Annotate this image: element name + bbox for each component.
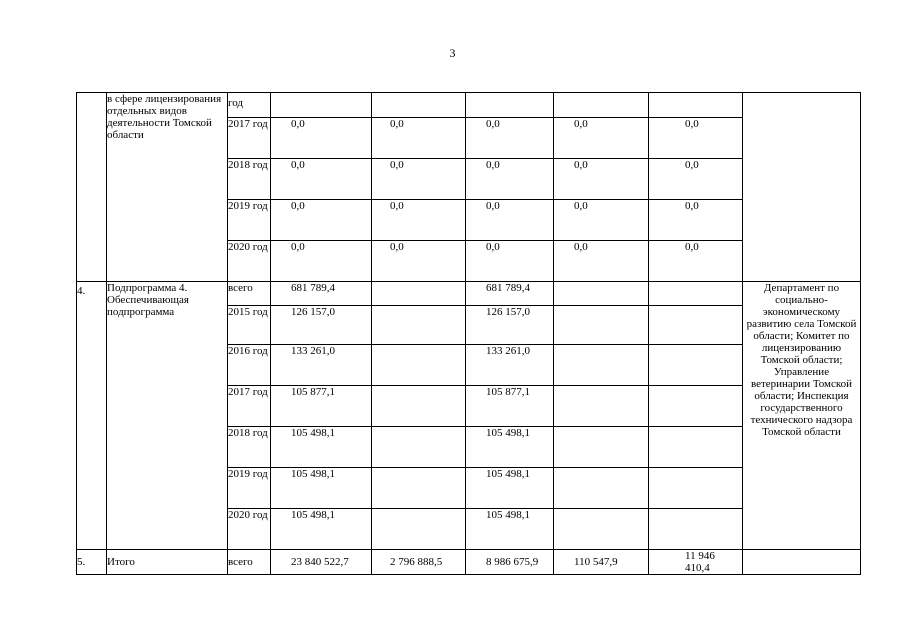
amount-cell: 0,0 (649, 200, 743, 241)
amount-cell (372, 509, 466, 550)
amount-cell (372, 93, 466, 118)
amount-cell: 0,0 (466, 200, 554, 241)
amount-cell (554, 509, 649, 550)
amount-cell: 0,0 (372, 241, 466, 282)
amount-cell: 105 498,1 (271, 427, 372, 468)
amount-cell: 133 261,0 (271, 345, 372, 386)
responsible-cell (743, 550, 861, 575)
program-name-cell: Подпрограмма 4. Обеспечивающая подпрограмма (107, 282, 228, 550)
table-row (77, 93, 861, 118)
period-cell: всего (228, 282, 271, 306)
amount-cell: 105 498,1 (271, 468, 372, 509)
amount-cell (271, 93, 372, 118)
amount-cell: 110 547,9 (554, 550, 649, 575)
amount-cell: 0,0 (372, 200, 466, 241)
amount-cell (554, 93, 649, 118)
amount-cell (554, 468, 649, 509)
amount-cell (554, 345, 649, 386)
amount-cell (554, 427, 649, 468)
responsible-cell (743, 93, 861, 282)
amount-cell: 0,0 (466, 118, 554, 159)
budget-table (76, 92, 861, 575)
amount-cell (649, 427, 743, 468)
page-number: 3 (449, 46, 456, 60)
amount-cell (372, 386, 466, 427)
amount-cell (372, 306, 466, 345)
amount-cell: 105 498,1 (466, 427, 554, 468)
program-name-cell: Итого (107, 550, 228, 575)
amount-cell (466, 93, 554, 118)
amount-cell: 105 498,1 (271, 509, 372, 550)
row-number-cell: 5. (77, 550, 107, 575)
amount-cell: 681 789,4 (271, 282, 372, 306)
amount-cell (372, 345, 466, 386)
amount-cell: 126 157,0 (271, 306, 372, 345)
amount-cell: 0,0 (554, 241, 649, 282)
amount-cell: 0,0 (554, 118, 649, 159)
period-cell: 2018 год (228, 159, 271, 200)
amount-cell: 0,0 (271, 241, 372, 282)
period-cell: 2019 год (228, 468, 271, 509)
amount-cell: 105 877,1 (466, 386, 554, 427)
amount-cell: 11 946 410,4 (649, 550, 743, 575)
amount-cell: 681 789,4 (466, 282, 554, 306)
amount-cell: 0,0 (372, 118, 466, 159)
period-cell: 2017 год (228, 386, 271, 427)
amount-cell: 0,0 (649, 159, 743, 200)
amount-cell (372, 468, 466, 509)
amount-cell (554, 386, 649, 427)
amount-cell: 105 877,1 (271, 386, 372, 427)
amount-cell (649, 306, 743, 345)
amount-cell: 105 498,1 (466, 509, 554, 550)
period-cell: 2017 год (228, 118, 271, 159)
amount-cell: 133 261,0 (466, 345, 554, 386)
amount-cell (372, 282, 466, 306)
amount-cell: 0,0 (466, 241, 554, 282)
program-name-cell: в сфере лицензирования отдельных видов деятельности Томской области (107, 93, 228, 282)
amount-cell (372, 427, 466, 468)
amount-cell (649, 282, 743, 306)
period-cell: 2015 год (228, 306, 271, 345)
period-cell: 2018 год (228, 427, 271, 468)
amount-cell: 2 796 888,5 (372, 550, 466, 575)
amount-cell: 0,0 (649, 118, 743, 159)
period-cell: 2020 год (228, 241, 271, 282)
period-cell: 2019 год (228, 200, 271, 241)
amount-cell: 0,0 (554, 200, 649, 241)
amount-cell (649, 509, 743, 550)
amount-cell: 0,0 (271, 200, 372, 241)
amount-cell (554, 282, 649, 306)
row-number-cell: 4. (77, 282, 107, 550)
period-cell: год (228, 93, 271, 118)
amount-cell: 0,0 (271, 159, 372, 200)
amount-cell: 126 157,0 (466, 306, 554, 345)
amount-cell: 0,0 (372, 159, 466, 200)
amount-cell (554, 306, 649, 345)
amount-cell: 105 498,1 (466, 468, 554, 509)
amount-cell: 8 986 675,9 (466, 550, 554, 575)
amount-cell (649, 386, 743, 427)
responsible-cell: Департамент по социально-экономическому развитию села Томской области; Комитет по лицензированию Томской области; Управление ветеринарии Томской области; Инспекция государственного технического надзора Томской области (743, 282, 861, 550)
amount-cell: 0,0 (271, 118, 372, 159)
row-number-cell (77, 93, 107, 282)
amount-cell (649, 93, 743, 118)
amount-cell (649, 468, 743, 509)
period-cell: всего (228, 550, 271, 575)
amount-cell: 0,0 (649, 241, 743, 282)
table-row (77, 282, 861, 306)
amount-cell: 0,0 (554, 159, 649, 200)
amount-cell: 23 840 522,7 (271, 550, 372, 575)
period-cell: 2020 год (228, 509, 271, 550)
table-row (77, 550, 861, 575)
amount-cell (649, 345, 743, 386)
amount-cell: 0,0 (466, 159, 554, 200)
period-cell: 2016 год (228, 345, 271, 386)
